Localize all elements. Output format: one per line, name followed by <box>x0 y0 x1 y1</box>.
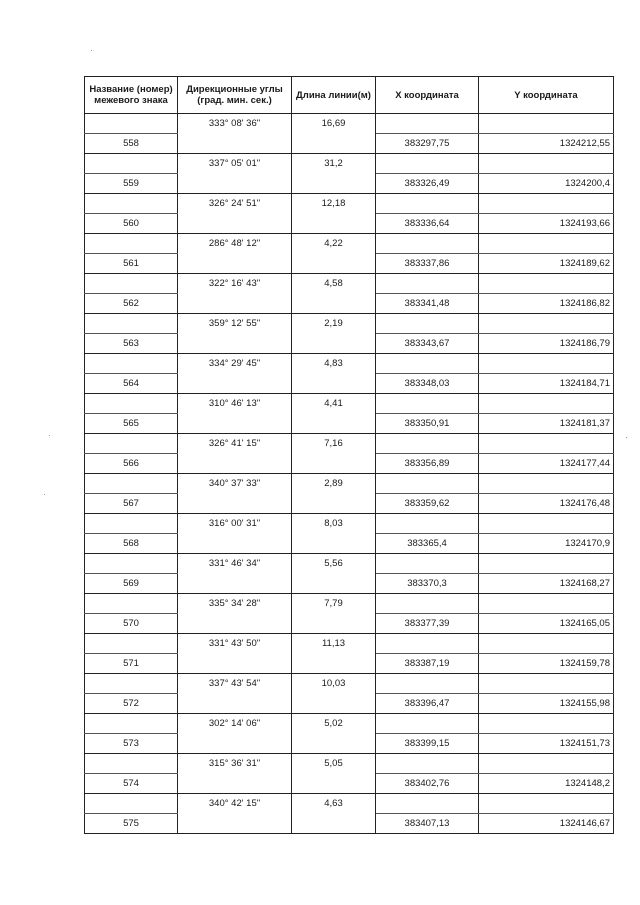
empty-cell <box>376 314 479 334</box>
empty-cell <box>292 574 376 594</box>
table-row-point <box>85 454 614 474</box>
y-coordinate-cell: 1324200,4 <box>479 174 614 194</box>
point-number-cell: 558 <box>85 134 178 154</box>
point-number-cell: 563 <box>85 334 178 354</box>
boundary-coordinates-table <box>84 76 614 834</box>
table-row-segment <box>85 154 614 174</box>
header-line-length: Длина линии(м) <box>292 77 376 114</box>
point-number-cell: 569 <box>85 574 178 594</box>
empty-cell <box>479 394 614 414</box>
direction-angle-cell: 331° 46' 34" <box>178 554 292 574</box>
empty-cell <box>292 734 376 754</box>
line-length-cell: 5,56 <box>292 554 376 574</box>
scan-speck <box>44 494 45 495</box>
empty-cell <box>178 614 292 634</box>
line-length-cell: 4,41 <box>292 394 376 414</box>
table-row-segment <box>85 714 614 734</box>
y-coordinate-cell: 1324212,55 <box>479 134 614 154</box>
empty-cell <box>376 434 479 454</box>
empty-cell <box>376 274 479 294</box>
x-coordinate-cell: 383377,39 <box>376 614 479 634</box>
line-length-cell: 7,16 <box>292 434 376 454</box>
empty-cell <box>292 614 376 634</box>
empty-cell <box>292 494 376 514</box>
direction-angle-cell: 326° 24' 51" <box>178 194 292 214</box>
point-number-cell: 565 <box>85 414 178 434</box>
empty-cell <box>292 254 376 274</box>
direction-angle-cell: 326° 41' 15" <box>178 434 292 454</box>
line-length-cell: 2,89 <box>292 474 376 494</box>
direction-angle-cell: 337° 05' 01" <box>178 154 292 174</box>
empty-cell <box>479 674 614 694</box>
empty-cell <box>376 154 479 174</box>
direction-angle-cell: 340° 42' 15" <box>178 794 292 814</box>
empty-cell <box>85 674 178 694</box>
table-row-point <box>85 294 614 314</box>
empty-cell <box>178 734 292 754</box>
direction-angle-cell: 333° 08' 36" <box>178 114 292 134</box>
empty-cell <box>479 594 614 614</box>
y-coordinate-cell: 1324193,66 <box>479 214 614 234</box>
direction-angle-cell: 340° 37' 33" <box>178 474 292 494</box>
scan-speck <box>91 50 92 51</box>
scan-speck <box>49 435 50 436</box>
empty-cell <box>85 314 178 334</box>
empty-cell <box>292 134 376 154</box>
table-row-segment <box>85 234 614 254</box>
table-row-point <box>85 334 614 354</box>
y-coordinate-cell: 1324159,78 <box>479 654 614 674</box>
empty-cell <box>479 114 614 134</box>
line-length-cell: 4,22 <box>292 234 376 254</box>
y-coordinate-cell: 1324148,2 <box>479 774 614 794</box>
point-number-cell: 568 <box>85 534 178 554</box>
point-number-cell: 560 <box>85 214 178 234</box>
empty-cell <box>85 274 178 294</box>
y-coordinate-cell: 1324186,79 <box>479 334 614 354</box>
empty-cell <box>85 474 178 494</box>
line-length-cell: 16,69 <box>292 114 376 134</box>
empty-cell <box>292 214 376 234</box>
empty-cell <box>178 134 292 154</box>
direction-angle-cell: 337° 43' 54" <box>178 674 292 694</box>
table-row-segment <box>85 554 614 574</box>
y-coordinate-cell: 1324151,73 <box>479 734 614 754</box>
table-row-segment <box>85 194 614 214</box>
empty-cell <box>479 194 614 214</box>
empty-cell <box>479 354 614 374</box>
line-length-cell: 5,05 <box>292 754 376 774</box>
empty-cell <box>479 714 614 734</box>
header-x-coordinate: X координата <box>376 77 479 114</box>
empty-cell <box>479 154 614 174</box>
point-number-cell: 572 <box>85 694 178 714</box>
point-number-cell: 573 <box>85 734 178 754</box>
empty-cell <box>376 794 479 814</box>
empty-cell <box>292 374 376 394</box>
empty-cell <box>85 234 178 254</box>
table-row-point <box>85 214 614 234</box>
empty-cell <box>178 414 292 434</box>
x-coordinate-cell: 383348,03 <box>376 374 479 394</box>
y-coordinate-cell: 1324181,37 <box>479 414 614 434</box>
y-coordinate-cell: 1324165,05 <box>479 614 614 634</box>
scan-speck <box>626 437 627 438</box>
empty-cell <box>479 554 614 574</box>
x-coordinate-cell: 383326,49 <box>376 174 479 194</box>
table-row-point <box>85 694 614 714</box>
point-number-cell: 559 <box>85 174 178 194</box>
empty-cell <box>85 154 178 174</box>
empty-cell <box>178 454 292 474</box>
point-number-cell: 567 <box>85 494 178 514</box>
x-coordinate-cell: 383336,64 <box>376 214 479 234</box>
table-row-segment <box>85 314 614 334</box>
empty-cell <box>178 254 292 274</box>
empty-cell <box>376 754 479 774</box>
empty-cell <box>376 674 479 694</box>
empty-cell <box>85 114 178 134</box>
empty-cell <box>178 494 292 514</box>
table-row-segment <box>85 594 614 614</box>
empty-cell <box>85 794 178 814</box>
empty-cell <box>479 314 614 334</box>
empty-cell <box>292 454 376 474</box>
header-point-name: Название (номер) межевого знака <box>85 77 178 114</box>
direction-angle-cell: 335° 34' 28" <box>178 594 292 614</box>
line-length-cell: 11,13 <box>292 634 376 654</box>
empty-cell <box>376 394 479 414</box>
table-row-point <box>85 374 614 394</box>
line-length-cell: 4,63 <box>292 794 376 814</box>
empty-cell <box>479 274 614 294</box>
direction-angle-cell: 334° 29' 45" <box>178 354 292 374</box>
empty-cell <box>479 514 614 534</box>
empty-cell <box>479 794 614 814</box>
x-coordinate-cell: 383343,67 <box>376 334 479 354</box>
table-row-segment <box>85 754 614 774</box>
empty-cell <box>376 634 479 654</box>
x-coordinate-cell: 383370,3 <box>376 574 479 594</box>
empty-cell <box>292 534 376 554</box>
empty-cell <box>178 374 292 394</box>
direction-angle-cell: 359° 12' 55" <box>178 314 292 334</box>
line-length-cell: 12,18 <box>292 194 376 214</box>
x-coordinate-cell: 383350,91 <box>376 414 479 434</box>
empty-cell <box>479 234 614 254</box>
empty-cell <box>376 354 479 374</box>
table-row-point <box>85 254 614 274</box>
x-coordinate-cell: 383402,76 <box>376 774 479 794</box>
empty-cell <box>479 634 614 654</box>
line-length-cell: 8,03 <box>292 514 376 534</box>
empty-cell <box>292 774 376 794</box>
empty-cell <box>479 434 614 454</box>
line-length-cell: 4,58 <box>292 274 376 294</box>
line-length-cell: 5,02 <box>292 714 376 734</box>
x-coordinate-cell: 383365,4 <box>376 534 479 554</box>
x-coordinate-cell: 383337,86 <box>376 254 479 274</box>
empty-cell <box>292 414 376 434</box>
y-coordinate-cell: 1324168,27 <box>479 574 614 594</box>
empty-cell <box>178 214 292 234</box>
empty-cell <box>178 774 292 794</box>
direction-angle-cell: 331° 43' 50" <box>178 634 292 654</box>
table-row-point <box>85 414 614 434</box>
table-row-segment <box>85 634 614 654</box>
empty-cell <box>85 634 178 654</box>
line-length-cell: 4,83 <box>292 354 376 374</box>
point-number-cell: 571 <box>85 654 178 674</box>
x-coordinate-cell: 383359,62 <box>376 494 479 514</box>
empty-cell <box>292 294 376 314</box>
table-row-point <box>85 734 614 754</box>
direction-angle-cell: 316° 00' 31" <box>178 514 292 534</box>
table-row-point <box>85 814 614 834</box>
point-number-cell: 574 <box>85 774 178 794</box>
table-row-point <box>85 614 614 634</box>
empty-cell <box>85 754 178 774</box>
line-length-cell: 7,79 <box>292 594 376 614</box>
x-coordinate-cell: 383341,48 <box>376 294 479 314</box>
line-length-cell: 10,03 <box>292 674 376 694</box>
x-coordinate-cell: 383387,19 <box>376 654 479 674</box>
table-row-segment <box>85 474 614 494</box>
empty-cell <box>178 334 292 354</box>
direction-angle-cell: 322° 16' 43" <box>178 274 292 294</box>
empty-cell <box>376 114 479 134</box>
line-length-cell: 31,2 <box>292 154 376 174</box>
header-y-coordinate: Y координата <box>479 77 614 114</box>
empty-cell <box>178 814 292 834</box>
y-coordinate-cell: 1324177,44 <box>479 454 614 474</box>
empty-cell <box>376 474 479 494</box>
x-coordinate-cell: 383399,15 <box>376 734 479 754</box>
table-row-segment <box>85 674 614 694</box>
table-header-row <box>85 77 614 114</box>
point-number-cell: 561 <box>85 254 178 274</box>
empty-cell <box>85 514 178 534</box>
table-row-point <box>85 134 614 154</box>
y-coordinate-cell: 1324176,48 <box>479 494 614 514</box>
empty-cell <box>85 714 178 734</box>
x-coordinate-cell: 383356,89 <box>376 454 479 474</box>
y-coordinate-cell: 1324186,82 <box>479 294 614 314</box>
point-number-cell: 575 <box>85 814 178 834</box>
empty-cell <box>292 814 376 834</box>
empty-cell <box>85 394 178 414</box>
direction-angle-cell: 315° 36' 31" <box>178 754 292 774</box>
table-row-segment <box>85 434 614 454</box>
empty-cell <box>85 434 178 454</box>
empty-cell <box>178 294 292 314</box>
table-row-segment <box>85 394 614 414</box>
direction-angle-cell: 302° 14' 06" <box>178 714 292 734</box>
empty-cell <box>178 174 292 194</box>
y-coordinate-cell: 1324189,62 <box>479 254 614 274</box>
empty-cell <box>85 594 178 614</box>
header-direction-angle: Дирекционные углы (град. мин. сек.) <box>178 77 292 114</box>
table-row-segment <box>85 794 614 814</box>
empty-cell <box>376 714 479 734</box>
empty-cell <box>376 514 479 534</box>
empty-cell <box>178 574 292 594</box>
table-row-segment <box>85 114 614 134</box>
point-number-cell: 562 <box>85 294 178 314</box>
table-body <box>85 114 614 834</box>
point-number-cell: 570 <box>85 614 178 634</box>
y-coordinate-cell: 1324146,67 <box>479 814 614 834</box>
empty-cell <box>85 554 178 574</box>
y-coordinate-cell: 1324155,98 <box>479 694 614 714</box>
empty-cell <box>292 334 376 354</box>
empty-cell <box>376 234 479 254</box>
x-coordinate-cell: 383396,47 <box>376 694 479 714</box>
empty-cell <box>292 654 376 674</box>
empty-cell <box>479 754 614 774</box>
table-row-point <box>85 494 614 514</box>
empty-cell <box>479 474 614 494</box>
direction-angle-cell: 286° 48' 12" <box>178 234 292 254</box>
empty-cell <box>178 534 292 554</box>
point-number-cell: 564 <box>85 374 178 394</box>
x-coordinate-cell: 383407,13 <box>376 814 479 834</box>
table-row-segment <box>85 274 614 294</box>
table-row-point <box>85 654 614 674</box>
line-length-cell: 2,19 <box>292 314 376 334</box>
empty-cell <box>85 194 178 214</box>
empty-cell <box>292 694 376 714</box>
empty-cell <box>178 654 292 674</box>
x-coordinate-cell: 383297,75 <box>376 134 479 154</box>
y-coordinate-cell: 1324184,71 <box>479 374 614 394</box>
empty-cell <box>292 174 376 194</box>
empty-cell <box>376 194 479 214</box>
direction-angle-cell: 310° 46' 13" <box>178 394 292 414</box>
empty-cell <box>85 354 178 374</box>
y-coordinate-cell: 1324170,9 <box>479 534 614 554</box>
empty-cell <box>178 694 292 714</box>
table-row-point <box>85 574 614 594</box>
table-row-point <box>85 174 614 194</box>
empty-cell <box>376 554 479 574</box>
empty-cell <box>376 594 479 614</box>
table-row-point <box>85 774 614 794</box>
point-number-cell: 566 <box>85 454 178 474</box>
table-row-segment <box>85 514 614 534</box>
table-row-point <box>85 534 614 554</box>
table-row-segment <box>85 354 614 374</box>
